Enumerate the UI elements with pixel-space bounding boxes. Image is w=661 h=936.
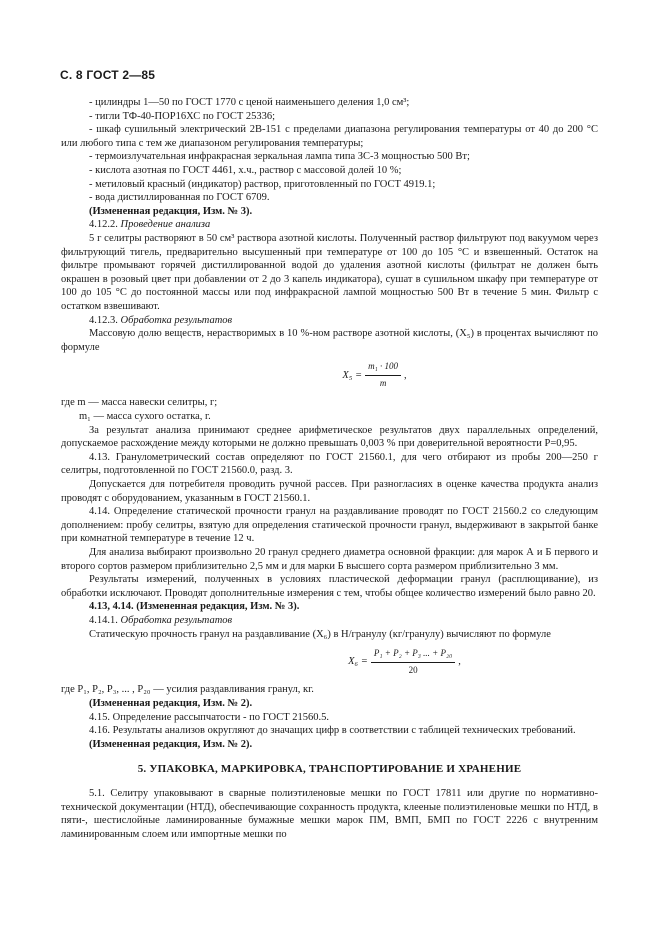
paragraph-4-15: 4.15. Определение рассыпчатости - по ГОСТ 21560.5. bbox=[89, 711, 329, 723]
subsection-title: Обработка результатов bbox=[120, 614, 233, 626]
paragraph-4-14: 4.14. Определение статической прочности гранул на раздавливание проводят по ГОСТ 21560.2 со следующим дополнением: пробу селитры, взятую для определения статической прочности гранул, выдерживают в закрытой банке при комнатной температуре в течение 12 ч. bbox=[61, 506, 598, 545]
where-clause: где m — масса навески селитры, г; bbox=[61, 397, 218, 409]
formula-fraction bbox=[365, 360, 401, 390]
paragraph-4-16: 4.16. Результаты анализов округляют до значащих цифр в соответствии с таблицей технических требований. bbox=[89, 725, 576, 737]
formula-x5 bbox=[151, 360, 598, 390]
paragraph-4-14-1: Статическую прочность гранул на раздавливание (X₆) в Н/гранулу (кг/гранулу) вычисляют по формуле bbox=[89, 628, 551, 640]
formula-fraction bbox=[371, 647, 455, 677]
formula-tail: , bbox=[404, 369, 407, 381]
edit-note: (Измененная редакция, Изм. № 2). bbox=[89, 697, 253, 709]
formula-x6 bbox=[211, 647, 598, 677]
formula-lhs: X₆ = bbox=[348, 656, 368, 668]
list-item: - метиловый красный (индикатор) раствор, приготовленный по ГОСТ 4919.1; bbox=[89, 178, 436, 190]
list-item: - кислота азотная по ГОСТ 4461, х.ч., раствор с массовой долей 10 %; bbox=[89, 164, 402, 176]
paragraph-4-12-3: Массовую долю веществ, нерастворимых в 10 %-ном растворе азотной кислоты, (X₅) в процентах вычисляют по формуле bbox=[61, 328, 598, 353]
paragraph-4-14-c: Результаты измерений, полученных в условиях пластической деформации гранул (расплющивание), из обработки исключают. Проводят дополнительные измерения с тем, чтобы общее количество измерений было равно 20. bbox=[61, 574, 598, 599]
formula-denominator: m bbox=[379, 377, 387, 388]
subsection-number: 4.12.2. bbox=[89, 219, 118, 231]
edit-note: 4.13, 4.14. (Измененная редакция, Изм. № 3). bbox=[89, 601, 300, 613]
subsection-number: 4.14.1. bbox=[89, 614, 118, 626]
paragraph-4-12-2: 5 г селитры растворяют в 50 см³ раствора азотной кислоты. Полученный раствор фильтруют под вакуумом через фильтрующий тигель, предварительно высушенный при температуре от 100 до 105 °С и взвешенный. Остаток на фильтре промывают горячей дистиллированной водой до удаления азотной кислоты (фильтрат не должен быть окрашен в розовый цвет при добавлении от 2 до 3 капель индикатора), сушат в сушильном шкафу при температуре от 100 до 105 °С до постоянной массы или под инфракрасной лампой мощностью 500 Вт в течение 5 мин. Фильтр с остатком взвешивают. bbox=[61, 232, 598, 312]
subsection-heading-4-12-2 bbox=[61, 218, 598, 232]
paragraph-4-13: 4.13. Гранулометрический состав определяют по ГОСТ 21560.1, для чего отбирают из пробы 200—250 г селитры, подготовленной по ГОСТ 21560.0, разд. 3. bbox=[61, 451, 598, 477]
paragraph-4-13-b: Допускается для потребителя проводить ручной рассев. При разногласиях в оценке качества продукта анализ проводят с оборудованием, указанным в ГОСТ 21560.1. bbox=[61, 479, 598, 504]
section-heading-5: 5. УПАКОВКА, МАРКИРОВКА, ТРАНСПОРТИРОВАНИЕ И ХРАНЕНИЕ bbox=[137, 763, 522, 776]
subsection-title: Обработка результатов bbox=[120, 314, 233, 326]
page-header: С. 8 ГОСТ 2—85 bbox=[60, 68, 156, 82]
edit-note: (Измененная редакция, Изм. № 3). bbox=[89, 205, 253, 217]
list-item: - тигли ТФ-40-ПОР16ХС по ГОСТ 25336; bbox=[89, 110, 276, 122]
subsection-number: 4.12.3. bbox=[89, 314, 118, 326]
document-body bbox=[61, 96, 598, 841]
edit-note: (Измененная редакция, Изм. № 2). bbox=[89, 738, 253, 750]
paragraph-4-14-b: Для анализа выбирают произвольно 20 гранул среднего диаметра основной фракции: для марок А и Б первого и второго сортов размером приблизительно 2,5 мм и для марки Б высшего сорта размером приблизительно 3 мм. bbox=[61, 547, 598, 572]
formula-denominator: 20 bbox=[408, 664, 418, 675]
list-item: - термоизлучательная инфракрасная зеркальная лампа типа ЗС-3 мощностью 500 Вт; bbox=[89, 151, 470, 163]
list-item: - цилиндры 1—50 по ГОСТ 1770 с ценой наименьшего деления 1,0 см³; bbox=[89, 97, 410, 108]
paragraph-result: За результат анализа принимают среднее арифметическое результатов двух параллельных определений, допускаемое расхождение между которыми не должно превышать 0,003 % при доверительной вероятности P=0,95. bbox=[61, 424, 598, 450]
formula-numerator: m₁ · 100 bbox=[365, 360, 401, 376]
subsection-heading-4-14-1 bbox=[61, 614, 598, 628]
formula-lhs: X₅ = bbox=[342, 369, 363, 381]
where-clause: m₁ — масса сухого остатка, г. bbox=[79, 411, 211, 423]
list-item: - вода дистиллированная по ГОСТ 6709. bbox=[89, 192, 270, 204]
paragraph-5-1: 5.1. Селитру упаковывают в сварные полиэтиленовые мешки по ГОСТ 17811 или другие по нормативно-технической документации (НТД), обеспечивающие сохранность продукта, клееные полиэтиленовые мешки по НТД, в пяти-, шестислойные ламинированные бумажные мешки марок ПМ, ВМП, БМП по ГОСТ 2226 с внутренним ламинированным слоем или импортные мешки по bbox=[61, 787, 598, 840]
formula-tail: , bbox=[458, 656, 461, 668]
where-clause: где P₁, P₂, P₃, ... , P₂₀ — усилия раздавливания гранул, кг. bbox=[61, 684, 314, 696]
subsection-title: Проведение анализа bbox=[120, 219, 211, 231]
list-item: - шкаф сушильный электрический 2В-151 с пределами диапазона регулирования температуры от 40 до 200 °С или любого типа с тем же диапазоном регулирования температуры; bbox=[61, 124, 598, 149]
formula-numerator: P₁ + P₂ + P₃ ... + P₂₀ bbox=[371, 647, 455, 663]
subsection-heading-4-12-3 bbox=[61, 314, 598, 328]
